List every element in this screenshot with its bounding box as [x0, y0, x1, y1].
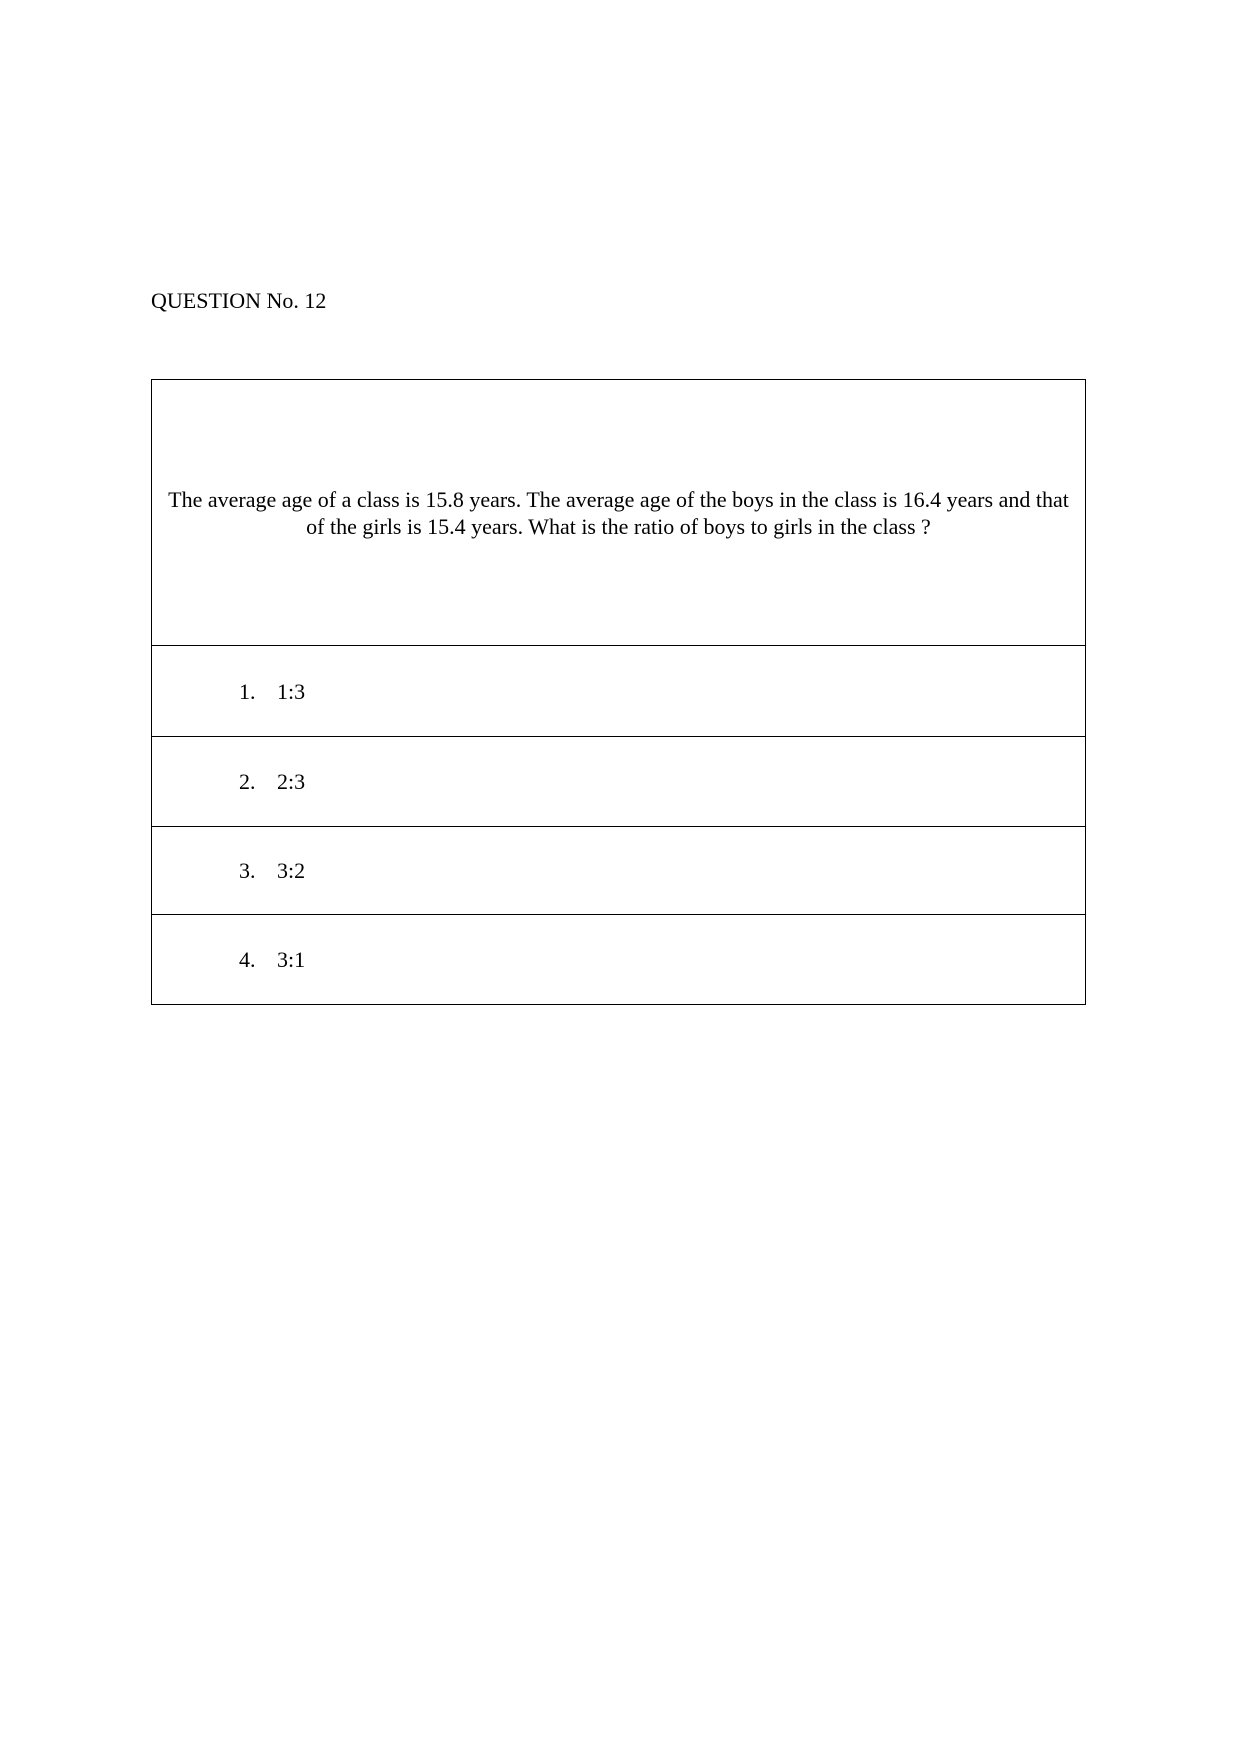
option-text: 2:3 [277, 769, 306, 794]
question-text: The average age of a class is 15.8 years. The average age of the boys in the class is 16.4 years and that of the girls is 15.4 years. What is the ratio of boys to girls in the class ? [152, 380, 1085, 646]
option-number: 4. [239, 947, 256, 972]
option-number: 3. [239, 858, 256, 883]
option-row-2[interactable] [152, 737, 1085, 827]
option-text: 3:1 [277, 947, 306, 972]
question-table [151, 379, 1086, 1005]
option-number: 1. [239, 678, 256, 704]
option-row-3[interactable] [152, 827, 1085, 915]
option-row-1[interactable] [152, 646, 1085, 737]
option-number: 2. [239, 769, 256, 794]
option-row-4[interactable] [152, 915, 1085, 1004]
question-number-heading: QUESTION No. 12 [151, 288, 327, 313]
option-text: 1:3 [277, 678, 306, 704]
option-text: 3:2 [277, 858, 306, 883]
